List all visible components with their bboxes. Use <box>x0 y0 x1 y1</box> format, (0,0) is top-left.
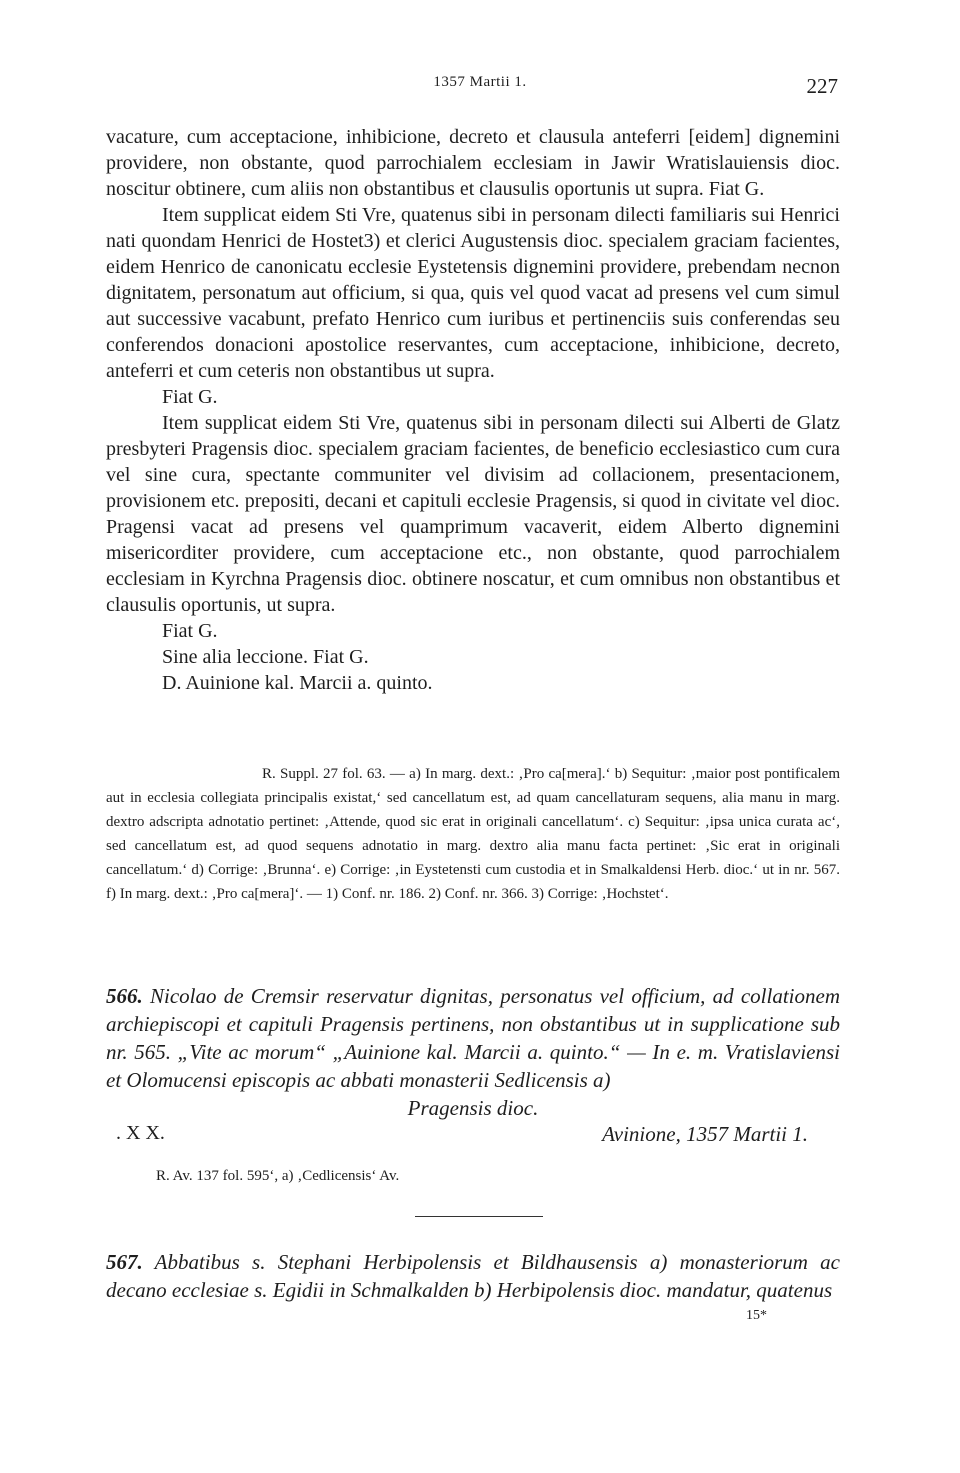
paragraph-2-fiat: Fiat G. <box>162 386 218 408</box>
body-text <box>106 124 840 696</box>
paragraph-2: Item supplicat eidem Sti Vre, quatenus sibi in personam dilecti familiaris sui Henrici nati quondam Henrici de Hostet3) et clerici Augustensis dioc. specialem graciam facientes, eidem Henrico de canonicatu ecclesie Eystetensis dignemini providere, prebendam necnon dignitatem, personatum aut officium, si qua, quis vel quod vacat ad presens vel cum simul aut successive vacabunt, prefato Henrico cum iuribus et pertinenciis suis conferendas seu conferendos donacioni apostolice reservantes, cum acceptacione, inhibicione, decreto, anteferri et cum ceteris non obstantibus ut supra. <box>106 204 840 382</box>
sheet-signature: 15* <box>746 1308 767 1323</box>
paragraph-1: vacature, cum acceptacione, inhibicione, decreto et clausula anteferri [eidem] dignemini providere, non obstante, quod parrochialem ecclesiam in Jawir Wratislauiensis dioc. noscitur obtinere, cum aliis non obstantibus et clausulis oportunis ut supra. Fiat G. <box>106 126 840 200</box>
entry-566-signature-mark: . X X. <box>116 1122 165 1144</box>
dating-clause: D. Auinione kal. Marcii a. quinto. <box>162 672 433 694</box>
separator-rule <box>415 1216 543 1217</box>
sine-alia-leccione: Sine alia leccione. Fiat G. <box>162 646 369 668</box>
page-number: 227 <box>806 74 838 98</box>
entry-566-date: Avinione, 1357 Martii 1. <box>602 1122 808 1146</box>
entry-566-number: 566. <box>106 984 143 1008</box>
entry-567 <box>106 1248 840 1304</box>
entry-566-regest: Nicolao de Cremsir reservatur dignitas, personatus vel officium, ad collationem archiepiscopi et capituli Pragensis pertinens, non obstantibus ut in supplicatione sub nr. 565. „Vite ac morum“ „Auinione kal. Marcii a. quinto.“ — In e. m. Vratislaviensi et Olomucensi episcopis ac abbati monasterii Sedlicensis a) <box>106 984 841 1092</box>
footnotes <box>106 762 840 906</box>
entry-567-regest: Abbatibus s. Stephani Herbipolensis et Bildhausensis a) monasteriorum ac decano ecclesiae s. Egidii in Schmalkalden b) Herbipolensis dioc. mandatur, quatenus <box>106 1250 840 1302</box>
entry-566-source <box>156 1164 856 1188</box>
entry-567-number: 567. <box>106 1250 143 1274</box>
running-title: 1357 Martii 1. <box>433 74 527 90</box>
paragraph-3: Item supplicat eidem Sti Vre, quatenus sibi in personam dilecti sui Alberti de Glatz presbyteri Pragensis dioc. specialem graciam facientes, de beneficio ecclesiastico cum cura vel sine cura, spectante communiter vel divisim ad collacionem, presentacionem, provisionem etc. prepositi, decani et capituli ecclesie Pragensis, si quod in civitate vel dioc. Pragensi vacat ad presens vel quamprimum vacaverit, eidem Alberto dignemini misericorditer providere, cum acceptacione etc., non obstante, quod parrochialem ecclesiam in Kyrchna Pragensis dioc. obtinere noscatur, et cum omnibus non obstantibus et clausulis oportunis, ut supra. <box>106 412 840 616</box>
entry-566 <box>106 982 840 1122</box>
footnote-text: R. Suppl. 27 fol. 63. — a) In marg. dext.: ‚Pro ca[mera].‘ b) Sequitur: ‚maior post pontificalem aut in ecclesia collegiata principalis existat,‘ sed cancellatum est, ad quam cancellaturam sequens, alia manu in marg. dextro adscripta adnotatio pertinet: ‚Attende, quod sic erat in originali cancellatum‘. c) Sequitur: ‚ipsa unica curata ac‘, sed cancellatum est, ad quod sequens adnotatio in marg. dextro alia manu facta pertinet: ‚Sic erat in originali cancellatum.‘ d) Corrige: ‚Brunna‘. e) Corrige: ‚in Eystetensti cum custodia et in Smalkaldensi Herb. dioc.‘ ut in nr. 567. f) In marg. dext.: ‚Pro ca[mera]‘. — 1) Conf. nr. 186. 2) Conf. nr. 366. 3) Corrige: ‚Hochstet‘. <box>106 766 840 902</box>
paragraph-3-fiat: Fiat G. <box>162 620 218 642</box>
entry-566-source-text: R. Av. 137 fol. 595‘, a) ‚Cedlicensis‘ Av. <box>156 1168 400 1184</box>
entry-566-last-line: Pragensis dioc. <box>407 1096 539 1120</box>
